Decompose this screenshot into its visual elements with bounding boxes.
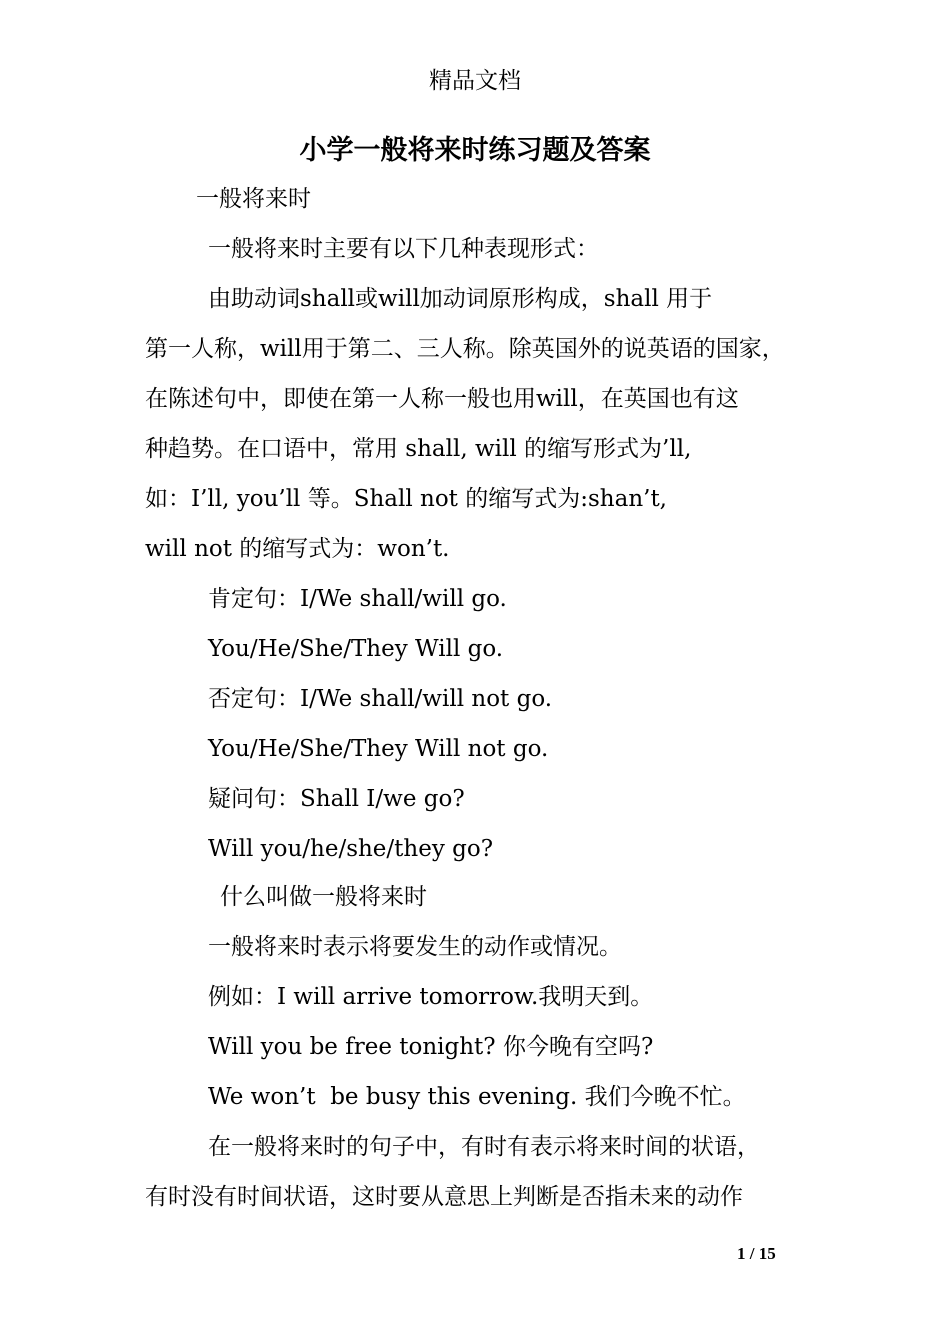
example-line: 疑问句：Shall I/we go? (208, 786, 465, 812)
example-line: You/He/She/They Will not go. (208, 736, 549, 762)
paragraph-line: 在一般将来时的句子中，有时有表示将来时间的状语， (208, 1134, 760, 1160)
example-line: Will you be free tonight? 你今晚有空吗? (208, 1034, 654, 1060)
paragraph-line: 第一人称，will用于第二、三人称。除英国外的说英语的国家， (145, 336, 785, 362)
example-line: 例如：I will arrive tomorrow.我明天到。 (208, 984, 654, 1010)
example-line: We won’t be busy this evening. 我们今晚不忙。 (208, 1084, 746, 1110)
example-line: 否定句：I/We shall/will not go. (208, 686, 553, 712)
paragraph-line: 有时没有时间状语，这时要从意思上判断是否指未来的动作 (145, 1184, 743, 1210)
section-heading: 一般将来时 (196, 186, 311, 212)
paragraph-line: 种趋势。在口语中，常用 shall, will 的缩写形式为’ll, (145, 436, 692, 462)
example-line: You/He/She/They Will go. (208, 636, 504, 662)
section-heading: 什么叫做一般将来时 (220, 884, 427, 910)
page-number: 1 / 15 (737, 1244, 776, 1263)
paragraph-line: 由助动词shall或will加动词原形构成，shall 用于 (208, 286, 713, 312)
document-title: 小学一般将来时练习题及答案 (299, 135, 651, 166)
paragraph-line: will not 的缩写式为：won’t. (145, 536, 450, 562)
example-line: 肯定句：I/We shall/will go. (208, 586, 507, 612)
paragraph-line: 如：I’ll, you’ll 等。Shall not 的缩写式为:shan’t, (145, 486, 667, 512)
paragraph-line: 一般将来时表示将要发生的动作或情况。 (208, 934, 622, 960)
paragraph-line: 一般将来时主要有以下几种表现形式： (208, 236, 599, 262)
page-header: 精品文档 (429, 68, 521, 94)
example-line: Will you/he/she/they go? (208, 836, 494, 862)
paragraph-line: 在陈述句中，即使在第一人称一般也用will，在英国也有这 (145, 386, 739, 412)
